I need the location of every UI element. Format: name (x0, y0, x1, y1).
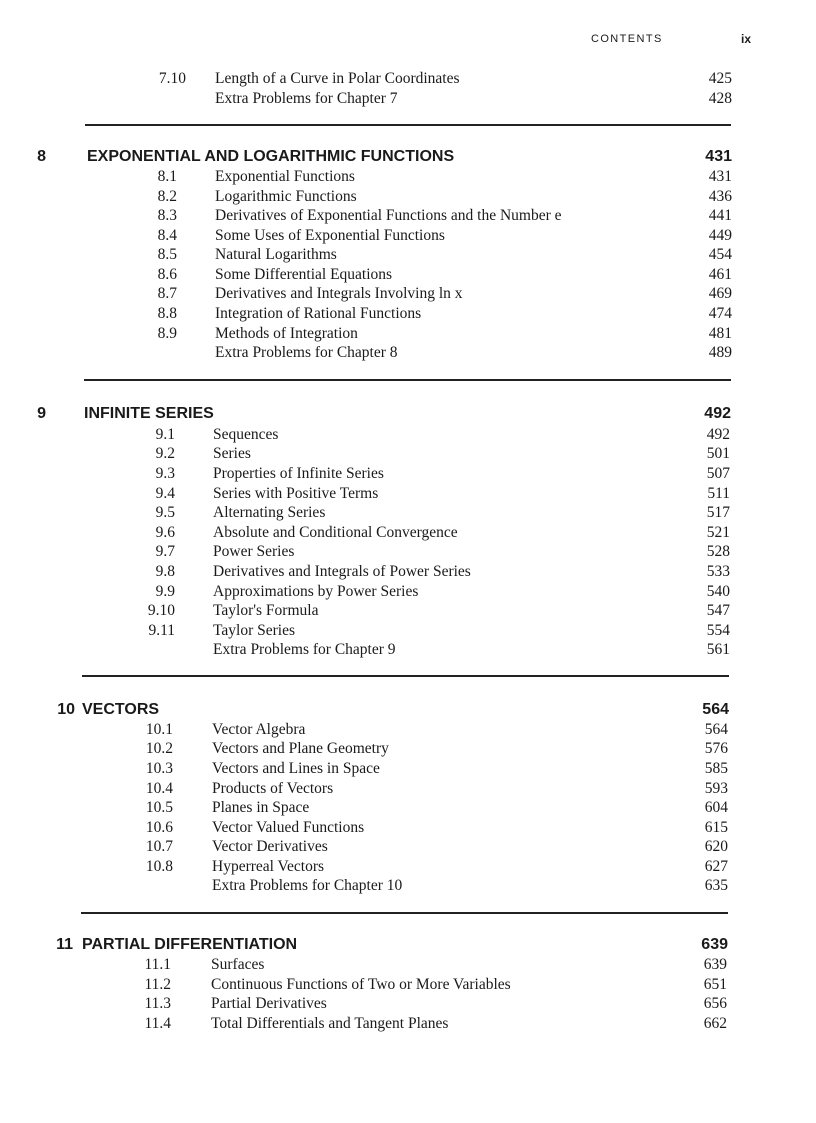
section-title: Taylor's Formula (213, 602, 319, 619)
section-number: 8.7 (157, 285, 177, 302)
section-title: Products of Vectors (212, 780, 334, 797)
toc-section-row (0, 759, 816, 779)
section-title: Some Uses of Exponential Functions (215, 227, 445, 244)
section-page: 469 (708, 285, 732, 302)
chapter-heading (0, 403, 816, 425)
toc-section-row (0, 425, 816, 445)
chapter-title: VECTORS (82, 701, 160, 718)
section-title: Natural Logarithms (215, 246, 337, 263)
section-number: 10.5 (145, 799, 173, 816)
toc-section-row (0, 818, 816, 838)
toc-section-row (0, 955, 816, 975)
toc-section-row (0, 503, 816, 523)
section-page: 576 (704, 740, 728, 757)
chapter-page: 492 (704, 405, 731, 422)
toc-section-row (0, 245, 816, 265)
toc-section-row (0, 69, 816, 89)
toc-section-row (0, 167, 816, 187)
section-page: 604 (704, 799, 728, 816)
section-number: 8.6 (157, 266, 177, 283)
section-number: 7.10 (158, 70, 186, 87)
section-number: 10.4 (145, 780, 173, 797)
section-divider (81, 912, 728, 914)
section-number: 10.1 (145, 721, 173, 738)
chapter-number: 10 (57, 701, 75, 718)
chapter-title: PARTIAL DIFFERENTIATION (82, 936, 298, 953)
section-number: 9.7 (155, 543, 175, 560)
section-title: Derivatives and Integrals of Power Series (213, 563, 471, 580)
header-label: CONTENTS (591, 33, 663, 45)
section-title: Vector Algebra (212, 721, 306, 738)
section-page: 656 (703, 995, 727, 1012)
toc-section-row (0, 837, 816, 857)
section-page: 528 (706, 543, 730, 560)
section-number: 10.7 (145, 838, 173, 855)
section-title: Planes in Space (212, 799, 310, 816)
section-number: 9.10 (147, 602, 175, 619)
toc-section-row (0, 89, 816, 109)
section-number: 9.5 (155, 504, 175, 521)
toc-section-row (0, 464, 816, 484)
section-page: 554 (706, 622, 730, 639)
chapter-number: 11 (56, 936, 73, 953)
section-page: 521 (706, 524, 730, 541)
section-number: 8.5 (157, 246, 177, 263)
toc-section-row (0, 640, 816, 660)
section-number: 9.4 (155, 485, 175, 502)
section-title: Extra Problems for Chapter 7 (215, 90, 398, 107)
section-title: Vectors and Plane Geometry (212, 740, 389, 757)
section-number: 10.6 (145, 819, 173, 836)
section-page: 428 (708, 90, 732, 107)
section-page: 454 (708, 246, 732, 263)
section-page: 615 (704, 819, 728, 836)
chapter-heading (0, 146, 816, 168)
section-title: Alternating Series (213, 504, 326, 521)
toc-section-row (0, 304, 816, 324)
section-page: 561 (706, 641, 730, 658)
section-number: 11.3 (144, 995, 171, 1012)
chapter-title: EXPONENTIAL AND LOGARITHMIC FUNCTIONS (87, 148, 455, 165)
chapter-page: 431 (705, 148, 732, 165)
toc-section-row (0, 523, 816, 543)
section-number: 9.9 (155, 583, 175, 600)
section-page: 564 (704, 721, 728, 738)
section-title: Extra Problems for Chapter 10 (212, 877, 403, 894)
section-number: 8.8 (157, 305, 177, 322)
section-title: Sequences (213, 426, 279, 443)
section-page: 547 (706, 602, 730, 619)
section-number: 10.2 (145, 740, 173, 757)
section-title: Power Series (213, 543, 295, 560)
chapter-title: INFINITE SERIES (84, 405, 214, 422)
header-page-number: ix (741, 32, 752, 46)
section-number: 10.3 (145, 760, 173, 777)
section-number: 9.2 (155, 445, 175, 462)
section-page: 593 (704, 780, 728, 797)
chapter-page: 564 (702, 701, 729, 718)
section-title: Extra Problems for Chapter 9 (213, 641, 396, 658)
section-number: 9.6 (155, 524, 175, 541)
toc-section-row (0, 857, 816, 877)
section-page: 441 (708, 207, 732, 224)
toc-section-row (0, 720, 816, 740)
toc-section-row (0, 779, 816, 799)
section-number: 11.4 (144, 1015, 171, 1032)
section-divider (84, 379, 731, 381)
section-page: 662 (703, 1015, 727, 1032)
section-title: Logarithmic Functions (215, 188, 357, 205)
section-title: Properties of Infinite Series (213, 465, 384, 482)
toc-section-row (0, 739, 816, 759)
section-page: 620 (704, 838, 728, 855)
section-page: 449 (708, 227, 732, 244)
toc-section-row (0, 621, 816, 641)
section-title: Surfaces (211, 956, 265, 973)
section-title: Derivatives of Exponential Functions and the Number e (215, 207, 562, 224)
section-page: 425 (708, 70, 732, 87)
section-title: Some Differential Equations (215, 266, 393, 283)
section-title: Series (213, 445, 251, 462)
chapter-number: 8 (37, 148, 46, 165)
chapter-number: 9 (37, 405, 46, 422)
section-number: 10.8 (145, 858, 173, 875)
chapter-heading (0, 934, 816, 956)
section-page: 635 (704, 877, 728, 894)
section-page: 627 (704, 858, 728, 875)
section-divider (85, 124, 731, 126)
section-number: 9.8 (155, 563, 175, 580)
section-number: 8.2 (157, 188, 177, 205)
section-title: Length of a Curve in Polar Coordinates (215, 70, 460, 87)
section-number: 11.2 (144, 976, 171, 993)
section-number: 9.11 (148, 622, 175, 639)
section-page: 436 (708, 188, 732, 205)
section-number: 8.4 (157, 227, 177, 244)
chapter-heading (0, 699, 816, 721)
section-page: 492 (706, 426, 730, 443)
toc-section-row (0, 582, 816, 602)
section-number: 9.1 (155, 426, 175, 443)
toc-section-row (0, 226, 816, 246)
section-page: 489 (708, 344, 732, 361)
chapter-page: 639 (701, 936, 728, 953)
section-title: Partial Derivatives (211, 995, 327, 1012)
toc-section-row (0, 798, 816, 818)
running-header (0, 32, 816, 52)
section-page: 461 (708, 266, 732, 283)
toc-section-row (0, 876, 816, 896)
toc-section-row (0, 601, 816, 621)
section-title: Total Differentials and Tangent Planes (211, 1015, 449, 1032)
section-title: Hyperreal Vectors (212, 858, 325, 875)
section-title: Extra Problems for Chapter 8 (215, 344, 398, 361)
section-title: Continuous Functions of Two or More Variables (211, 976, 511, 993)
section-page: 507 (706, 465, 730, 482)
toc-section-row (0, 1014, 816, 1034)
section-title: Taylor Series (213, 622, 295, 639)
section-title: Approximations by Power Series (213, 583, 419, 600)
toc-section-row (0, 542, 816, 562)
section-page: 481 (708, 325, 732, 342)
section-number: 9.3 (155, 465, 175, 482)
section-number: 8.9 (157, 325, 177, 342)
section-page: 501 (706, 445, 730, 462)
toc-section-row (0, 206, 816, 226)
section-title: Series with Positive Terms (213, 485, 379, 502)
section-title: Methods of Integration (215, 325, 358, 342)
section-page: 517 (706, 504, 730, 521)
section-title: Integration of Rational Functions (215, 305, 422, 322)
section-number: 8.3 (157, 207, 177, 224)
toc-section-row (0, 994, 816, 1014)
section-number: 8.1 (157, 168, 177, 185)
section-page: 540 (706, 583, 730, 600)
toc-section-row (0, 484, 816, 504)
section-page: 431 (708, 168, 732, 185)
section-page: 533 (706, 563, 730, 580)
toc-section-row (0, 187, 816, 207)
section-title: Derivatives and Integrals Involving ln x (215, 285, 463, 302)
toc-section-row (0, 265, 816, 285)
section-title: Vectors and Lines in Space (212, 760, 380, 777)
section-divider (82, 675, 729, 677)
toc-section-row (0, 284, 816, 304)
section-page: 474 (708, 305, 732, 322)
toc-section-row (0, 343, 816, 363)
section-number: 11.1 (144, 956, 171, 973)
section-title: Exponential Functions (215, 168, 355, 185)
section-page: 585 (704, 760, 728, 777)
section-title: Vector Derivatives (212, 838, 328, 855)
section-page: 651 (703, 976, 727, 993)
section-page: 639 (703, 956, 727, 973)
section-title: Vector Valued Functions (212, 819, 365, 836)
toc-section-row (0, 975, 816, 995)
toc-section-row (0, 444, 816, 464)
toc-section-row (0, 562, 816, 582)
toc-section-row (0, 324, 816, 344)
section-page: 511 (707, 485, 730, 502)
section-title: Absolute and Conditional Convergence (213, 524, 458, 541)
